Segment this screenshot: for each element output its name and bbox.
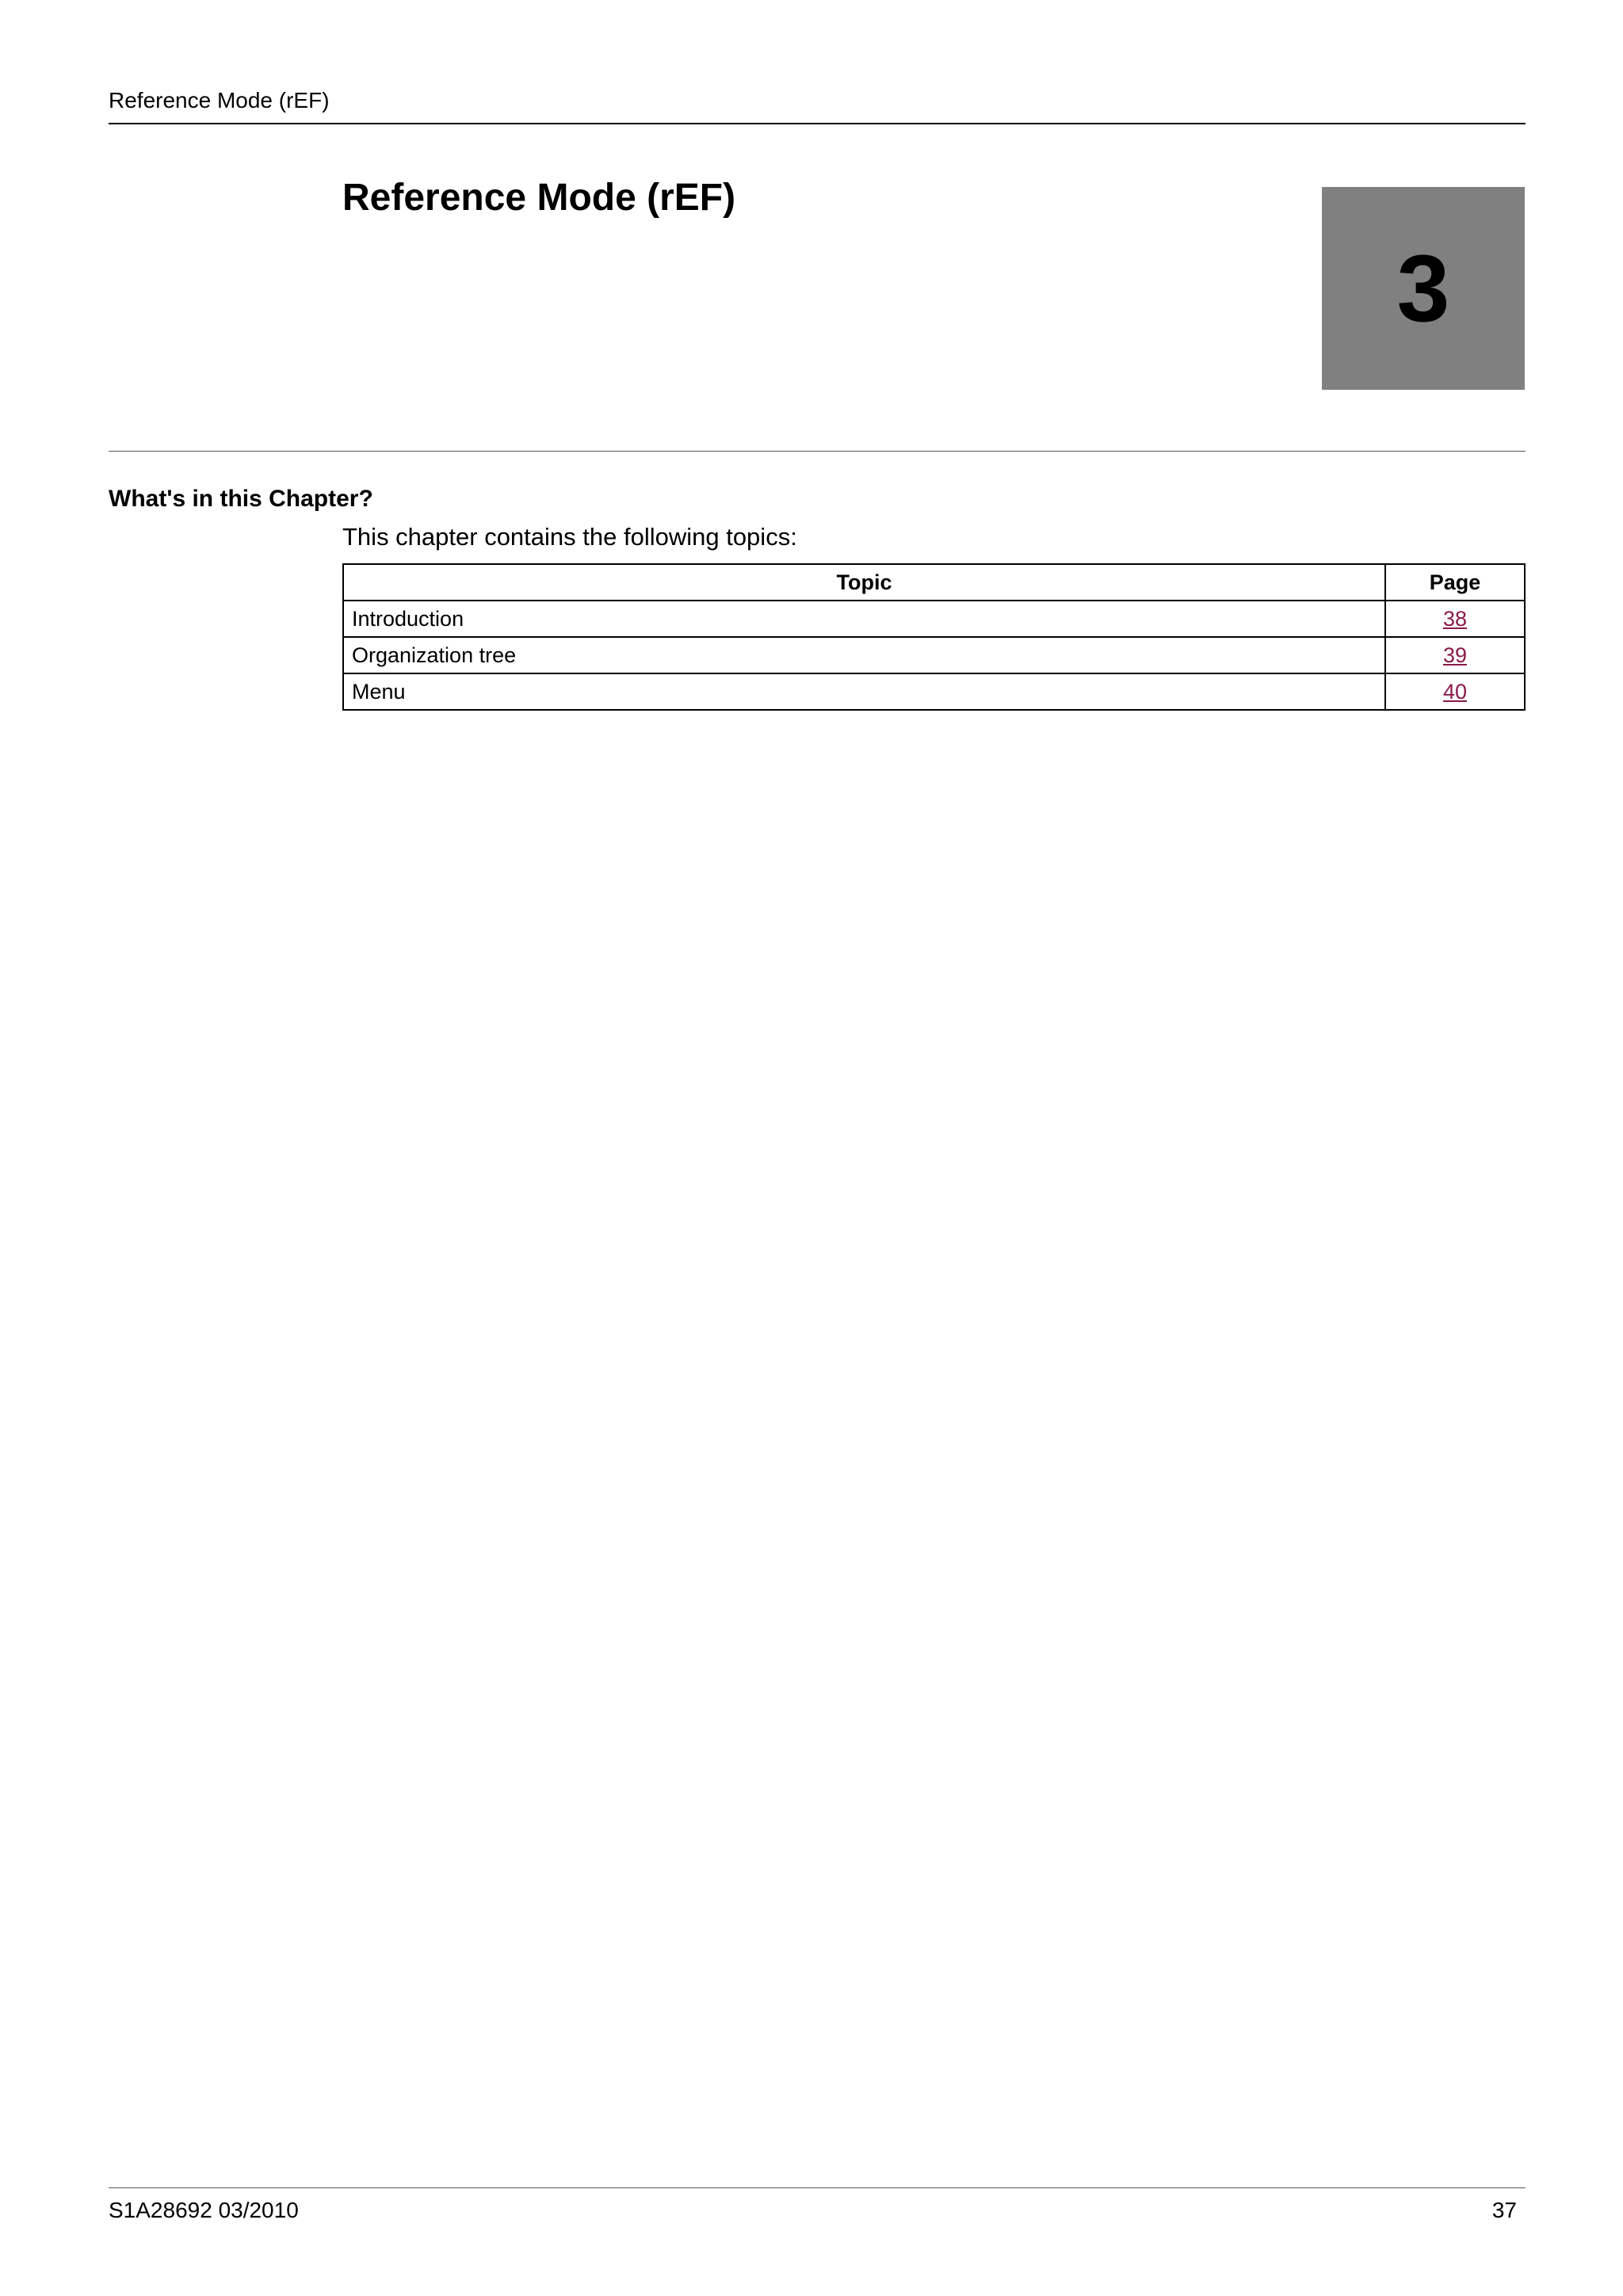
header-rule [109, 123, 1526, 124]
running-header: Reference Mode (rEF) [109, 88, 330, 113]
chapter-number-box [1322, 187, 1525, 390]
footer-document-id: S1A28692 03/2010 [109, 2198, 299, 2222]
page-cell [1385, 637, 1525, 673]
page-link[interactable]: 39 [1442, 643, 1468, 667]
page-column-header: Page [1385, 564, 1525, 601]
section-intro: This chapter contains the following topics: [342, 523, 797, 551]
table-row [343, 601, 1525, 637]
topic-column-header: Topic [343, 564, 1385, 601]
table-row [343, 673, 1525, 710]
page-link[interactable]: 38 [1442, 607, 1468, 631]
topic-cell: Introduction [343, 601, 1385, 637]
table-row [343, 637, 1525, 673]
page-cell [1385, 673, 1525, 710]
footer-rule [109, 2187, 1526, 2188]
topics-table [342, 563, 1526, 711]
topic-cell: Menu [343, 673, 1385, 710]
chapter-title: Reference Mode (rEF) [342, 177, 736, 219]
chapter-number: 3 [1396, 235, 1450, 341]
table-header-row [343, 564, 1525, 601]
section-rule [109, 451, 1526, 452]
topic-cell: Organization tree [343, 637, 1385, 673]
page-link[interactable]: 40 [1442, 680, 1468, 704]
footer-page-number: 37 [1491, 2198, 1517, 2222]
section-heading: What's in this Chapter? [109, 486, 373, 512]
page-cell [1385, 601, 1525, 637]
